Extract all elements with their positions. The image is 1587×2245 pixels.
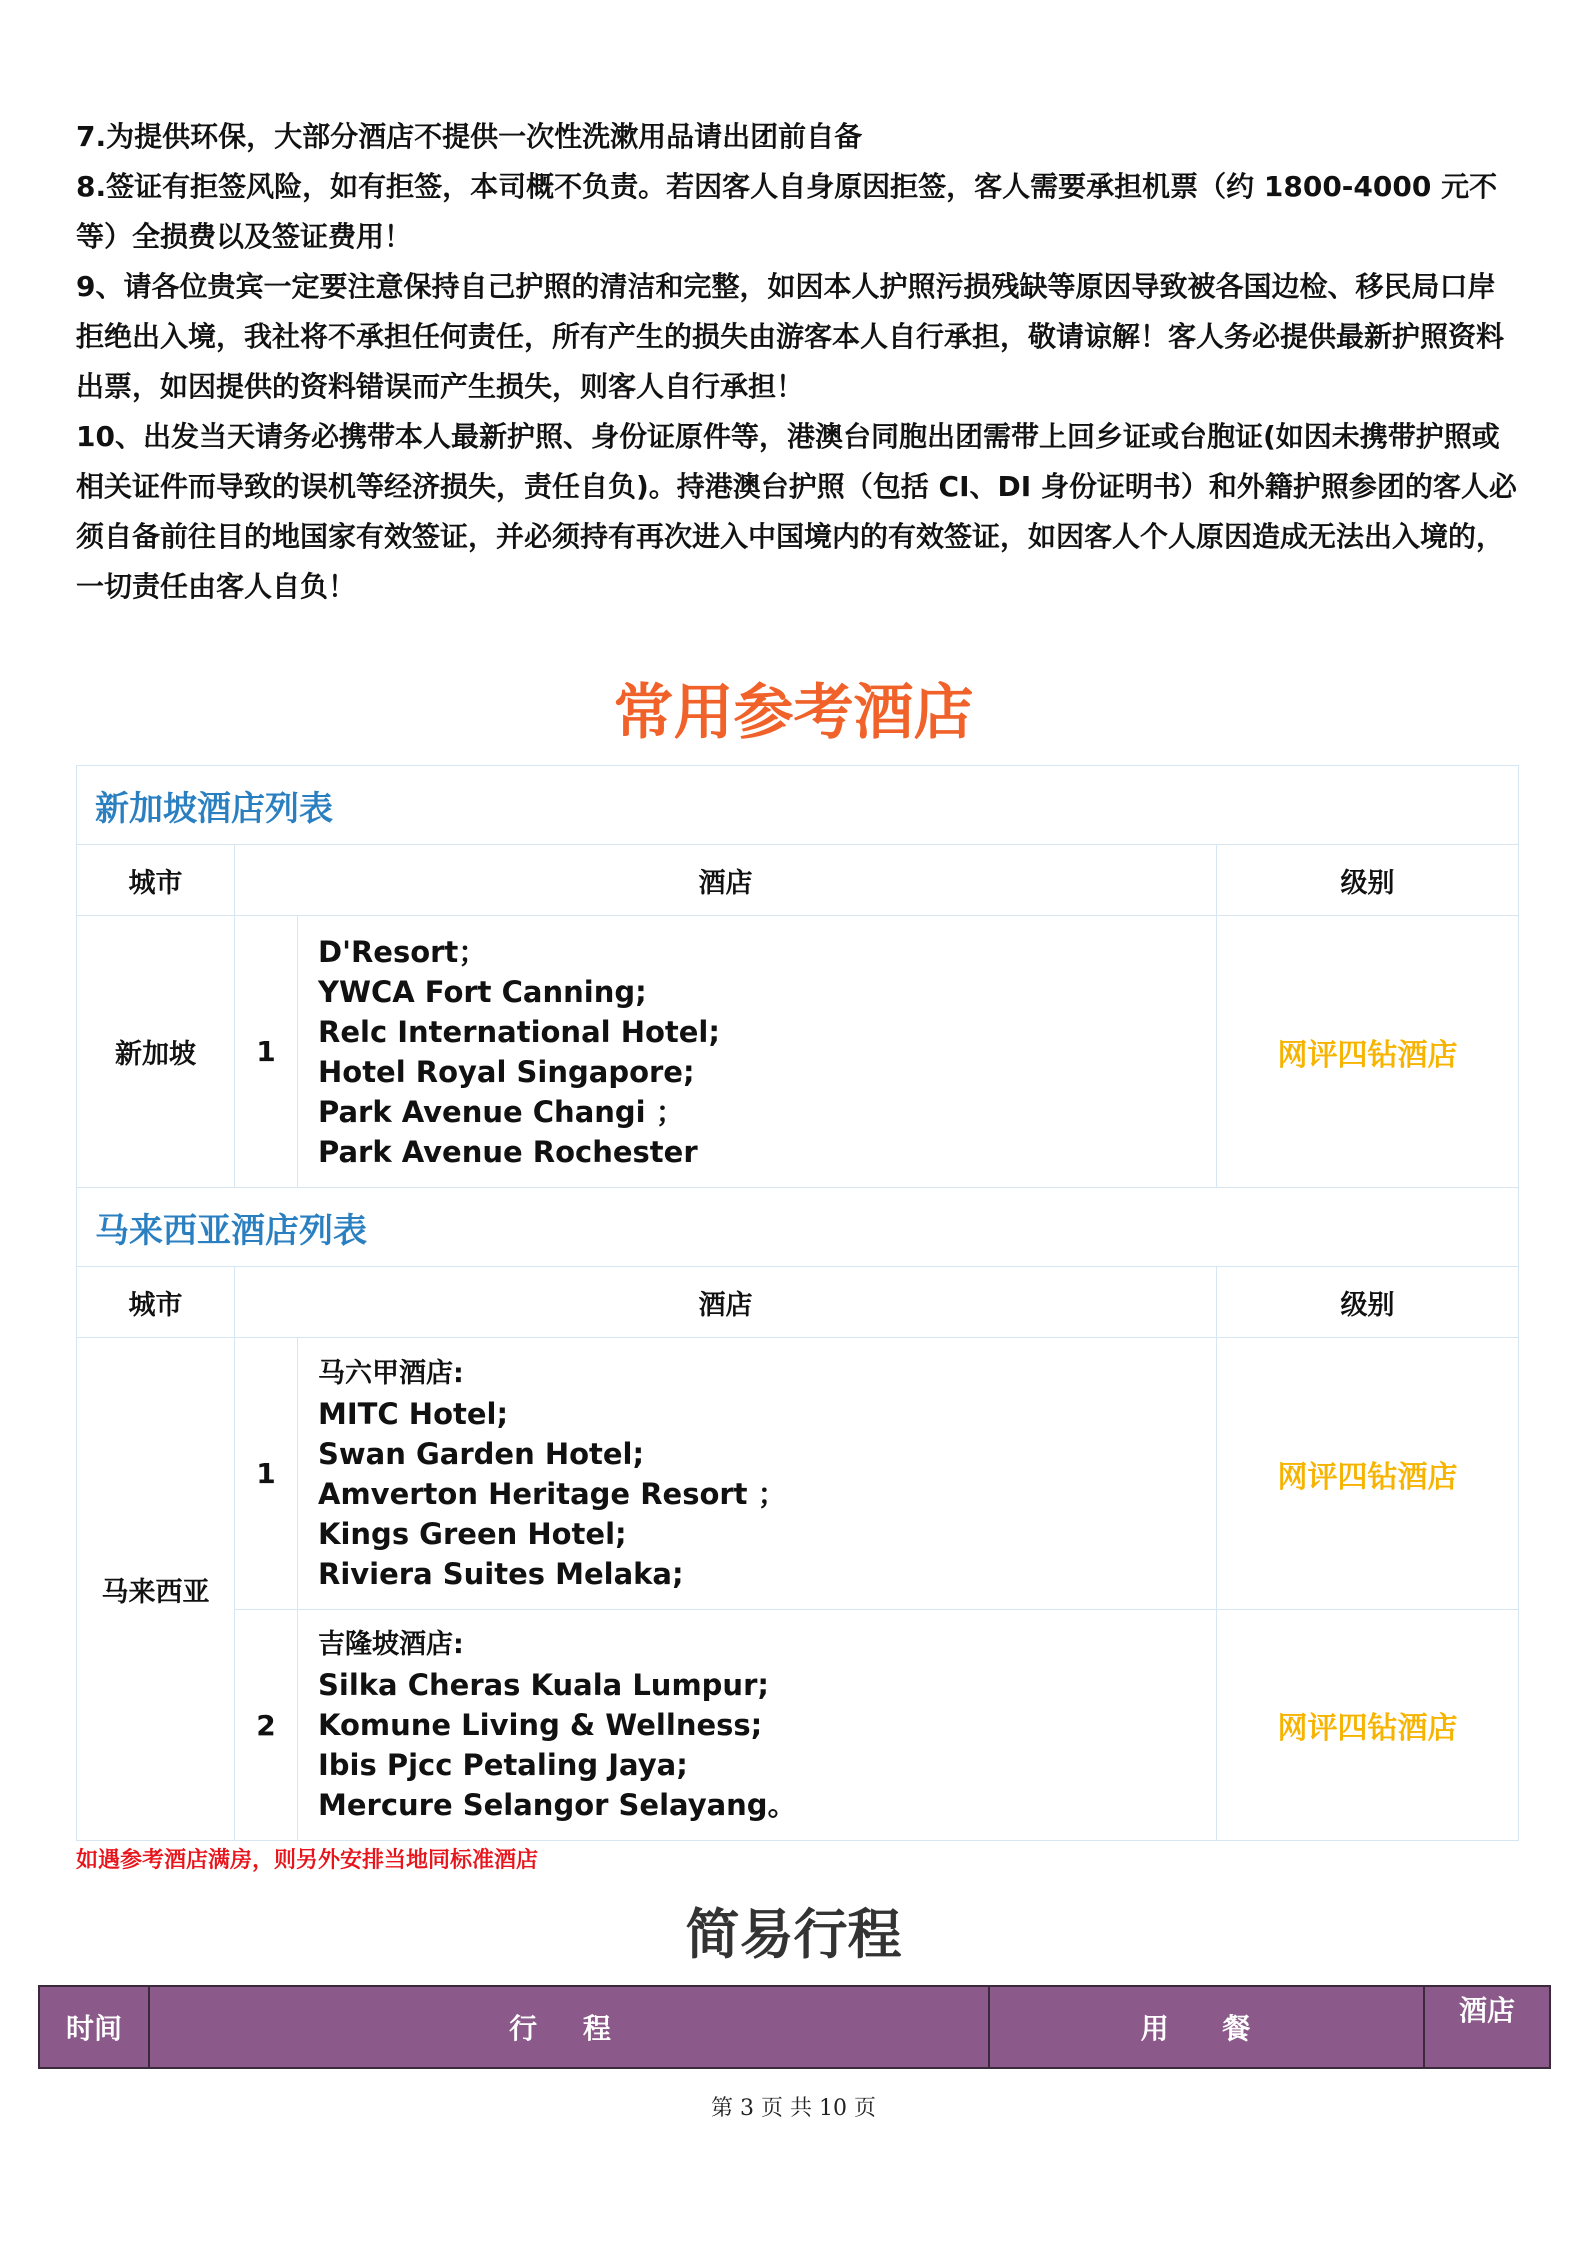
row-number: 2	[235, 1610, 298, 1841]
col-header-hotel: 酒店	[235, 845, 1217, 916]
note-7: 7.为提供环保，大部分酒店不提供一次性洗漱用品请出团前自备	[76, 120, 863, 153]
hotel-list	[298, 1610, 1217, 1841]
col-header-hotel: 酒店	[235, 1267, 1217, 1338]
itinerary-header-row	[38, 1985, 1551, 2069]
hotel-name: Hotel Royal Singapore;	[318, 1054, 695, 1089]
hotel-name: Mercure Selangor Selayang。	[318, 1788, 797, 1822]
hotel-list	[298, 916, 1217, 1188]
level-cell: 网评四钻酒店	[1217, 1338, 1519, 1610]
hotel-name: Komune Living & Wellness;	[318, 1708, 763, 1742]
table-row	[77, 1610, 1519, 1841]
singapore-section-title: 新加坡酒店列表	[77, 766, 1519, 845]
note-9: 9、请各位贵宾一定要注意保持自己护照的清洁和完整，如因本人护照污损残缺等原因导致被各国边检、移民局口岸拒绝出入境，我社将不承担任何责任，所有产生的损失由游客本人自行承担，敬请谅解！客人务必提供最新护照资料出票，如因提供的资料错误而产生损失，则客人自行承担！	[76, 270, 1505, 403]
notes-block	[76, 112, 1522, 612]
level-cell: 网评四钻酒店	[1217, 916, 1519, 1188]
hotel-section-title: 常用参考酒店	[613, 678, 974, 748]
col-header-level: 级别	[1217, 1267, 1519, 1338]
row-number: 1	[235, 1338, 298, 1610]
hotel-name: YWCA Fort Canning;	[318, 974, 647, 1009]
hotel-name: Swan Garden Hotel;	[318, 1436, 645, 1471]
hotel-name: D'Resort；	[318, 934, 488, 969]
level-cell: 网评四钻酒店	[1217, 1610, 1519, 1841]
hotel-name: Park Avenue Changi ；	[318, 1094, 685, 1129]
itinerary-col-route: 行 程	[150, 1987, 990, 2067]
col-header-level: 级别	[1217, 845, 1519, 916]
hotel-group-heading: 吉隆坡酒店:	[318, 1629, 464, 1660]
row-number: 1	[235, 916, 298, 1188]
city-cell: 新加坡	[77, 916, 235, 1188]
itinerary-col-hotel: 酒店	[1458, 1994, 1515, 2027]
table-row	[77, 916, 1519, 1188]
itinerary-col-meals: 用 餐	[990, 1987, 1425, 2067]
hotel-name: MITC Hotel;	[318, 1396, 509, 1431]
note-10: 10、出发当天请务必携带本人最新护照、身份证原件等，港澳台同胞出团需带上回乡证或台胞证(如因未携带护照或相关证件而导致的误机等经济损失，责任自负)。持港澳台护照（包括 CI、DI 身份证明书）和外籍护照参团的客人必须自备前往目的地国家有效签证，并必须持有再次进入中国境内的有效签证，如因客人个人原因造成无法出入境的，一切责任由客人自负！	[76, 420, 1517, 603]
hotel-name: Park Avenue Rochester	[318, 1134, 698, 1169]
hotel-name: Amverton Heritage Resort ；	[318, 1476, 787, 1511]
hotel-name: Relc International Hotel;	[318, 1014, 720, 1049]
col-header-city: 城市	[77, 845, 235, 916]
table-row	[77, 1338, 1519, 1610]
hotel-name: Ibis Pjcc Petaling Jaya;	[318, 1748, 688, 1782]
hotel-group-heading: 马六甲酒店:	[318, 1357, 464, 1389]
hotel-table	[76, 765, 1519, 1841]
city-cell: 马来西亚	[77, 1338, 235, 1841]
page-footer: 第 3 页 共 10 页	[711, 2096, 876, 2121]
hotel-name: Kings Green Hotel;	[318, 1516, 627, 1551]
hotel-name: Silka Cheras Kuala Lumpur;	[318, 1668, 769, 1702]
malaysia-section-title: 马来西亚酒店列表	[77, 1188, 1519, 1267]
full-booking-note: 如遇参考酒店满房，则另外安排当地同标准酒店	[76, 1848, 539, 1873]
hotel-list	[298, 1338, 1217, 1610]
hotel-name: Riviera Suites Melaka;	[318, 1556, 684, 1591]
itinerary-title: 简易行程	[685, 1903, 902, 1966]
itinerary-col-time: 时间	[40, 1987, 150, 2067]
note-8: 8.签证有拒签风险，如有拒签，本司概不负责。若因客人自身原因拒签，客人需要承担机票（约 1800-4000 元不等）全损费以及签证费用！	[76, 170, 1498, 253]
col-header-city: 城市	[77, 1267, 235, 1338]
